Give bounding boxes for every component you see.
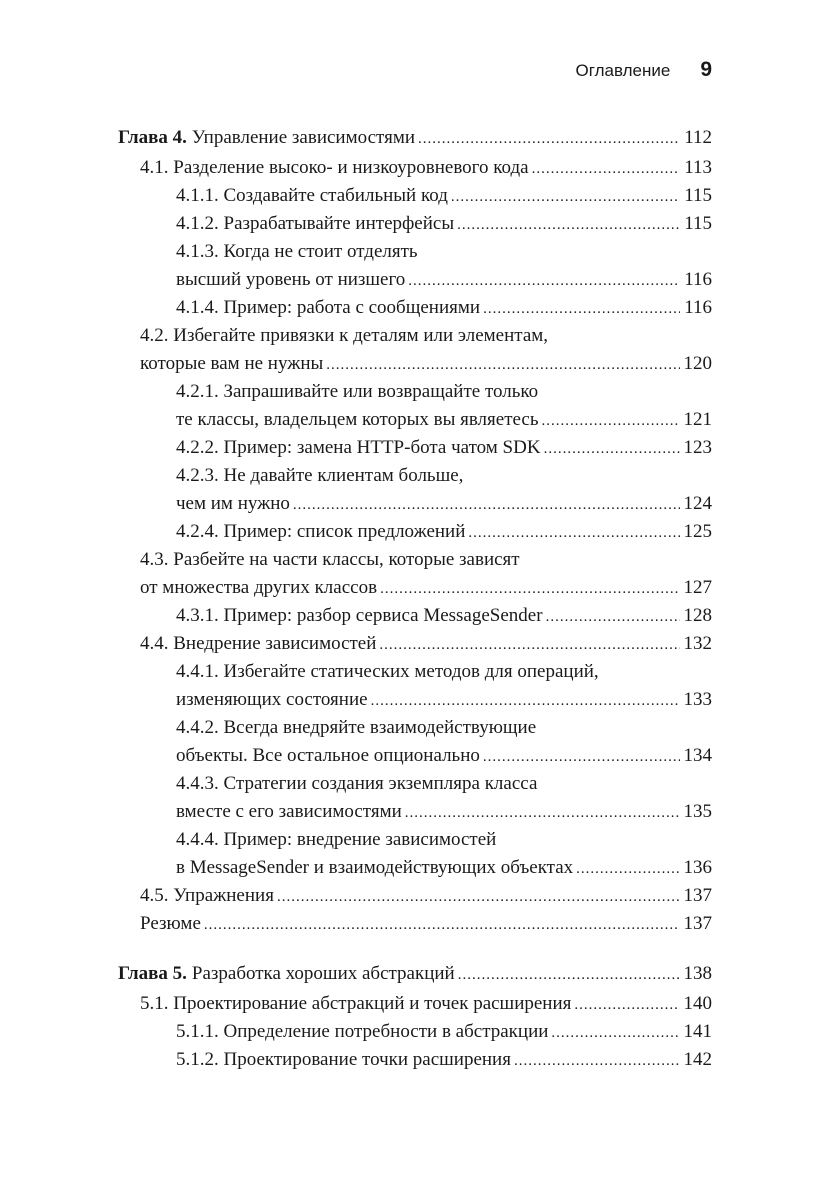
section-title: 4.1.2. Разрабатывайте интерфейсы [176,213,455,234]
toc-section-4-4-3-line2[interactable] [118,798,712,826]
section-title: 4.4.2. Всегда внедряйте взаимодействующие [176,717,537,738]
page-number: 132 [683,633,712,654]
header-title: Оглавление [575,61,671,80]
toc-section-4-4-3-line1[interactable] [118,770,712,798]
section-title: 4.5. Упражнения [140,885,274,906]
dot-leader [483,743,680,771]
page-number: 123 [683,437,712,458]
page-number: 138 [683,963,712,984]
section-title: 4.3. Разбейте на части классы, которые зависят [140,549,520,570]
section-title: 4.2.4. Пример: список предложений [176,521,466,542]
running-header [576,58,712,82]
toc-section-5-1[interactable] [118,990,712,1018]
toc-section-4-1-3-line2[interactable] [118,266,712,294]
page-number: 140 [683,993,712,1014]
dot-leader [551,1019,679,1047]
section-title-cont: в MessageSender и взаимодействующих объектах [176,857,574,878]
dot-leader [204,911,680,939]
toc-section-4-5[interactable] [118,882,712,910]
section-title-cont: высший уровень от низшего [176,269,406,290]
toc-section-4-2-3-line1[interactable] [118,462,712,490]
section-title-cont: чем им нужно [176,493,290,514]
table-of-contents [118,124,712,1074]
toc-section-4-4-1-line2[interactable] [118,686,712,714]
page-number: 115 [684,185,712,206]
chapter-number: Глава 4. [118,127,187,148]
toc-section-4-2-2[interactable] [118,434,712,462]
dot-leader [326,351,679,379]
section-title: 4.2. Избегайте привязки к деталям или элементам, [140,325,549,346]
page-number: 115 [684,213,712,234]
page-number: 116 [684,269,712,290]
page-number: 116 [684,297,712,318]
page-number: 134 [683,745,712,766]
toc-summary-ch4[interactable] [118,910,712,938]
chapter-title: Управление зависимостями [191,127,416,148]
dot-leader [532,155,681,183]
page-number: 136 [683,857,712,878]
section-title: 4.1. Разделение высоко- и низкоуровневого кода [140,157,529,178]
toc-section-4-1-2[interactable] [118,210,712,238]
page-number: 141 [683,1021,712,1042]
dot-leader [574,991,679,1019]
dot-leader [418,125,680,153]
page-number: 128 [683,605,712,626]
section-title: 4.4. Внедрение зависимостей [140,633,377,654]
toc-section-4-1-4[interactable] [118,294,712,322]
section-title: 5.1.2. Проектирование точки расширения [176,1049,511,1070]
toc-section-4-3-line1[interactable] [118,546,712,574]
dot-leader [405,799,680,827]
section-title-cont: изменяющих состояние [176,689,368,710]
dot-leader [379,631,679,659]
dot-leader [293,491,680,519]
section-title: 4.4.4. Пример: внедрение зависимостей [176,829,497,850]
page-number: 127 [683,577,712,598]
section-title: Резюме [140,913,201,934]
dot-leader [542,407,680,435]
section-title-cont: вместе с его зависимостями [176,801,402,822]
toc-section-4-4-2-line1[interactable] [118,714,712,742]
dot-leader [544,435,680,463]
toc-section-4-1[interactable] [118,154,712,182]
section-title: 4.4.1. Избегайте статических методов для операций, [176,661,599,682]
section-title-cont: объекты. Все остальное опционально [176,745,480,766]
page-number: 125 [683,521,712,542]
section-title: 4.3.1. Пример: разбор сервиса MessageSender [176,605,543,626]
toc-section-4-1-3-line1[interactable] [118,238,712,266]
chapter-title: Разработка хороших абстракций [191,963,455,984]
toc-section-4-4[interactable] [118,630,712,658]
section-title: 5.1. Проектирование абстракций и точек расширения [140,993,572,1014]
dot-leader [458,961,680,989]
dot-leader [408,267,680,295]
section-title: 4.2.3. Не давайте клиентам больше, [176,465,464,486]
section-title: 4.1.4. Пример: работа с сообщениями [176,297,481,318]
toc-section-4-2-1-line2[interactable] [118,406,712,434]
dot-leader [483,295,680,323]
page-number: 142 [683,1049,712,1070]
toc-section-4-2-3-line2[interactable] [118,490,712,518]
toc-section-4-4-2-line2[interactable] [118,742,712,770]
toc-section-4-2-line1[interactable] [118,322,712,350]
toc-chapter-5[interactable] [118,960,712,988]
header-page-number: 9 [700,58,712,81]
toc-section-5-1-1[interactable] [118,1018,712,1046]
section-title: 4.1.1. Создавайте стабильный код [176,185,448,206]
dot-leader [457,211,680,239]
section-title-cont: которые вам не нужны [140,353,324,374]
dot-leader [371,687,680,715]
page-number: 120 [683,353,712,374]
section-title: 4.4.3. Стратегии создания экземпляра класса [176,773,538,794]
toc-section-4-2-1-line1[interactable] [118,378,712,406]
dot-leader [576,855,679,883]
dot-leader [380,575,679,603]
page-number: 133 [683,689,712,710]
page-number: 121 [683,409,712,430]
section-title: 4.2.2. Пример: замена HTTP-бота чатом SDK [176,437,541,458]
dot-leader [277,883,680,911]
page-number: 112 [684,127,712,148]
section-title-cont: от множества других классов [140,577,378,598]
dot-leader [546,603,680,631]
toc-section-4-4-4-line2[interactable] [118,854,712,882]
chapter-number: Глава 5. [118,963,187,984]
toc-section-4-4-1-line1[interactable] [118,658,712,686]
page-number: 137 [683,885,712,906]
toc-section-4-4-4-line1[interactable] [118,826,712,854]
dot-leader [468,519,679,547]
toc-section-4-2-4[interactable] [118,518,712,546]
section-title: 4.2.1. Запрашивайте или возвращайте только [176,381,539,402]
section-title: 5.1.1. Определение потребности в абстракции [176,1021,549,1042]
toc-section-4-1-1[interactable] [118,182,712,210]
toc-chapter-4[interactable] [118,124,712,152]
section-title: 4.1.3. Когда не стоит отделять [176,241,418,262]
dot-leader [451,183,680,211]
section-title-cont: те классы, владельцем которых вы являетесь [176,409,539,430]
page-number: 137 [683,913,712,934]
page-number: 113 [684,157,712,178]
toc-section-4-3-1[interactable] [118,602,712,630]
toc-section-4-3-line2[interactable] [118,574,712,602]
dot-leader [514,1047,680,1075]
toc-section-5-1-2[interactable] [118,1046,712,1074]
page-number: 135 [683,801,712,822]
page-number: 124 [683,493,712,514]
toc-section-4-2-line2[interactable] [118,350,712,378]
